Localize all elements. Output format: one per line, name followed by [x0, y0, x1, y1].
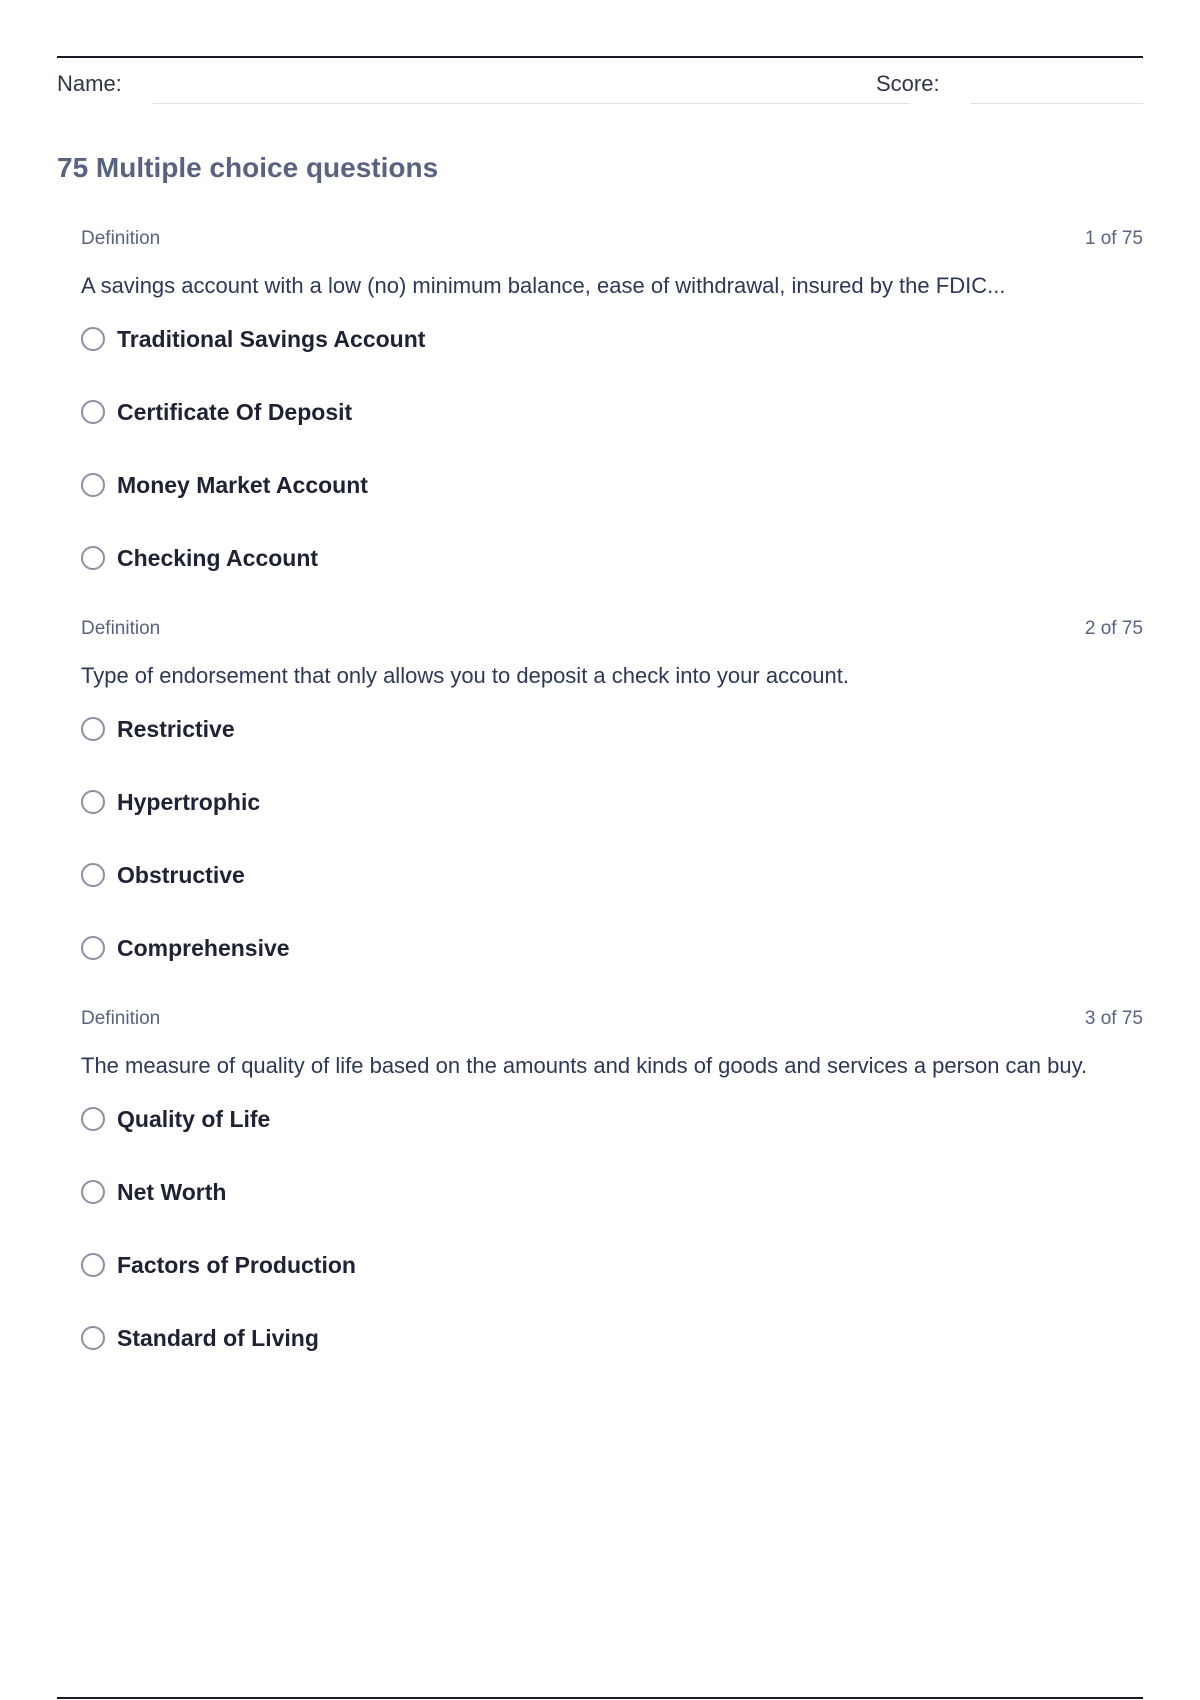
answer-option[interactable]	[81, 1249, 1143, 1322]
radio-button[interactable]	[81, 717, 105, 741]
question-prompt: Type of endorsement that only allows you to deposit a check into your account.	[81, 663, 850, 688]
answer-label: Restrictive	[117, 716, 235, 742]
answer-label: Comprehensive	[117, 935, 290, 961]
question-prompt: A savings account with a low (no) minimum balance, ease of withdrawal, insured by the FDIC...	[81, 273, 1006, 298]
top-divider	[57, 56, 1143, 58]
answer-options	[81, 323, 1143, 615]
answer-option[interactable]	[81, 1176, 1143, 1249]
answer-label: Obstructive	[117, 862, 245, 888]
radio-button[interactable]	[81, 790, 105, 814]
answer-option[interactable]	[81, 396, 1143, 469]
answer-options	[81, 1103, 1143, 1395]
answer-label: Certificate Of Deposit	[117, 399, 353, 425]
answer-label: Money Market Account	[117, 472, 368, 498]
answer-label: Quality of Life	[117, 1106, 271, 1132]
answer-label: Checking Account	[117, 545, 319, 571]
name-label: Name:	[57, 71, 122, 96]
radio-button[interactable]	[81, 327, 105, 351]
section-title: 75 Multiple choice questions	[57, 152, 439, 183]
header-row	[57, 64, 1143, 104]
question-header	[81, 618, 1143, 642]
answer-option[interactable]	[81, 469, 1143, 542]
radio-button[interactable]	[81, 1107, 105, 1131]
question-list	[81, 228, 1143, 1428]
radio-button[interactable]	[81, 546, 105, 570]
question-type: Definition	[81, 618, 161, 639]
question-3	[81, 1008, 1143, 1428]
answer-option[interactable]	[81, 932, 1143, 1005]
name-field[interactable]	[153, 103, 909, 104]
question-header	[81, 1008, 1143, 1032]
question-header	[81, 228, 1143, 252]
answer-option[interactable]	[81, 786, 1143, 859]
question-2	[81, 618, 1143, 1008]
bottom-divider	[57, 1697, 1143, 1699]
answer-option[interactable]	[81, 323, 1143, 396]
score-field[interactable]	[970, 103, 1143, 104]
radio-button[interactable]	[81, 1253, 105, 1277]
radio-button[interactable]	[81, 936, 105, 960]
answer-option[interactable]	[81, 542, 1143, 615]
radio-button[interactable]	[81, 1180, 105, 1204]
question-type: Definition	[81, 228, 161, 249]
answer-label: Standard of Living	[117, 1325, 319, 1351]
question-counter: 3 of 75	[1084, 1008, 1143, 1029]
question-1	[81, 228, 1143, 618]
answer-option[interactable]	[81, 1103, 1143, 1176]
answer-label: Hypertrophic	[117, 789, 261, 815]
worksheet-page	[57, 56, 1143, 1700]
answer-label: Traditional Savings Account	[117, 326, 426, 352]
answer-option[interactable]	[81, 713, 1143, 786]
answer-options	[81, 713, 1143, 1005]
question-prompt: The measure of quality of life based on the amounts and kinds of goods and services a person can buy.	[81, 1053, 1088, 1078]
radio-button[interactable]	[81, 473, 105, 497]
answer-option[interactable]	[81, 859, 1143, 932]
answer-label: Net Worth	[117, 1179, 227, 1205]
question-counter: 1 of 75	[1084, 228, 1143, 249]
radio-button[interactable]	[81, 1326, 105, 1350]
radio-button[interactable]	[81, 400, 105, 424]
score-label: Score:	[876, 71, 940, 96]
answer-option[interactable]	[81, 1322, 1143, 1395]
question-type: Definition	[81, 1008, 161, 1029]
answer-label: Factors of Production	[117, 1252, 356, 1278]
question-counter: 2 of 75	[1084, 618, 1143, 639]
radio-button[interactable]	[81, 863, 105, 887]
